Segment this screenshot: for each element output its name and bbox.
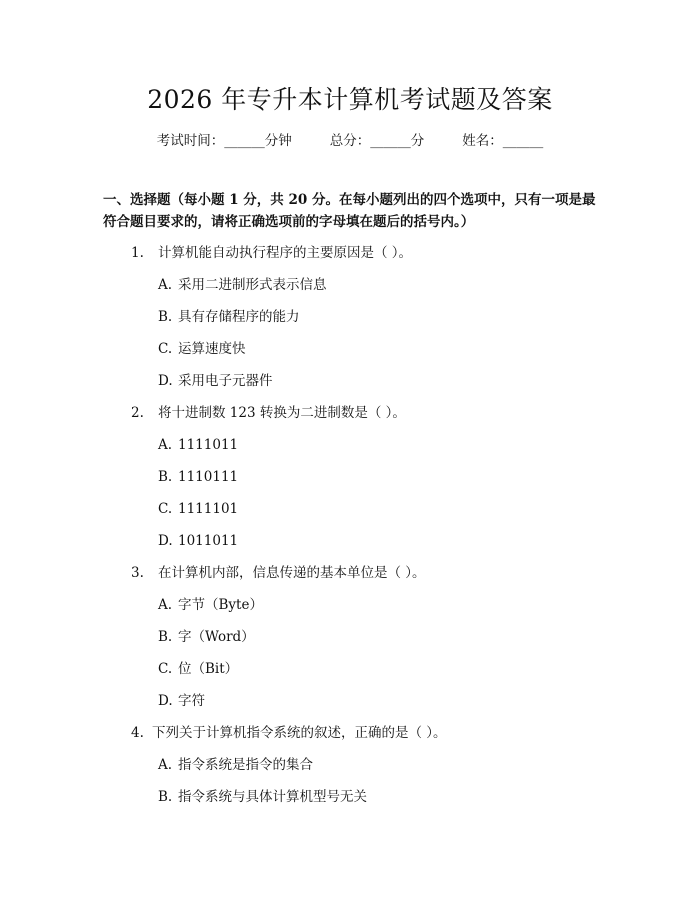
exam-time-unit: 分钟: [264, 133, 292, 149]
option-text: 1111011: [178, 437, 239, 453]
option-letter: B.: [158, 789, 173, 805]
option-text: 1110111: [178, 469, 239, 485]
q1-option-c: [158, 339, 246, 359]
q2-option-d: [158, 531, 238, 551]
question-text: 计算机能自动执行程序的主要原因是（ ）。: [158, 245, 413, 261]
question-4: [131, 723, 447, 743]
question-text: 将十进制数 123 转换为二进制数是（ ）。: [158, 405, 406, 421]
question-text: 在计算机内部，信息传递的基本单位是（ ）。: [158, 565, 426, 581]
option-letter: C.: [158, 501, 173, 517]
total-score-field: [330, 131, 425, 151]
option-letter: A.: [158, 277, 173, 293]
option-letter: A.: [158, 757, 173, 773]
option-letter: B.: [158, 309, 173, 325]
option-text: 具有存储程序的能力: [178, 309, 300, 325]
q4-option-b: [158, 787, 367, 807]
option-letter: B.: [158, 629, 173, 645]
option-text: 字节（Byte）: [178, 597, 263, 613]
question-2: [131, 403, 406, 423]
q4-option-a: [158, 755, 313, 775]
option-letter: D.: [158, 373, 173, 389]
q3-option-a: [158, 595, 263, 615]
option-text: 1011011: [178, 533, 239, 549]
question-number: 1.: [131, 245, 144, 261]
name-label: 姓名：: [462, 133, 503, 149]
q2-option-a: [158, 435, 238, 455]
total-score-blank: ______: [370, 133, 411, 149]
option-letter: B.: [158, 469, 173, 485]
q2-option-b: [158, 467, 238, 487]
option-text: 字（Word）: [178, 629, 255, 645]
q1-option-d: [158, 371, 273, 391]
total-score-unit: 分: [410, 133, 425, 149]
question-number: 4.: [131, 725, 144, 741]
q3-option-d: [158, 691, 205, 711]
question-1: [131, 243, 412, 263]
option-text: 采用二进制形式表示信息: [178, 277, 327, 293]
page-title: 2026 年专升本计算机考试题及答案: [147, 85, 553, 114]
q1-option-b: [158, 307, 300, 327]
q3-option-c: [158, 659, 238, 679]
exam-time-label: 考试时间：: [156, 133, 225, 149]
option-text: 1111101: [178, 501, 239, 517]
option-letter: D.: [158, 533, 173, 549]
option-text: 字符: [178, 693, 205, 709]
question-3: [131, 563, 426, 583]
option-text: 采用电子元器件: [178, 373, 273, 389]
exam-info-line: [0, 131, 700, 151]
option-text: 位（Bit）: [178, 661, 239, 677]
question-text: 下列关于计算机指令系统的叙述，正确的是（ ）。: [152, 725, 447, 741]
option-letter: A.: [158, 597, 173, 613]
option-text: 指令系统与具体计算机型号无关: [178, 789, 367, 805]
name-field: [462, 131, 543, 151]
exam-time-blank: ______: [224, 133, 265, 149]
q3-option-b: [158, 627, 255, 647]
total-score-label: 总分：: [329, 133, 371, 149]
option-letter: D.: [158, 693, 173, 709]
question-number: 3.: [131, 565, 144, 581]
option-text: 指令系统是指令的集合: [178, 757, 313, 773]
name-blank: ______: [502, 133, 544, 149]
section-heading: 一、选择题（每小题 1 分，共 20 分。在每小题列出的四个选项中，只有一项是最符合题目要求的，请将正确选项前的字母填在题后的括号内。）: [103, 192, 596, 230]
option-text: 运算速度快: [178, 341, 246, 357]
q2-option-c: [158, 499, 238, 519]
exam-time-field: [157, 131, 292, 151]
option-letter: C.: [158, 661, 173, 677]
option-letter: A.: [158, 437, 173, 453]
q1-option-a: [158, 275, 327, 295]
question-number: 2.: [131, 405, 144, 421]
option-letter: C.: [158, 341, 173, 357]
